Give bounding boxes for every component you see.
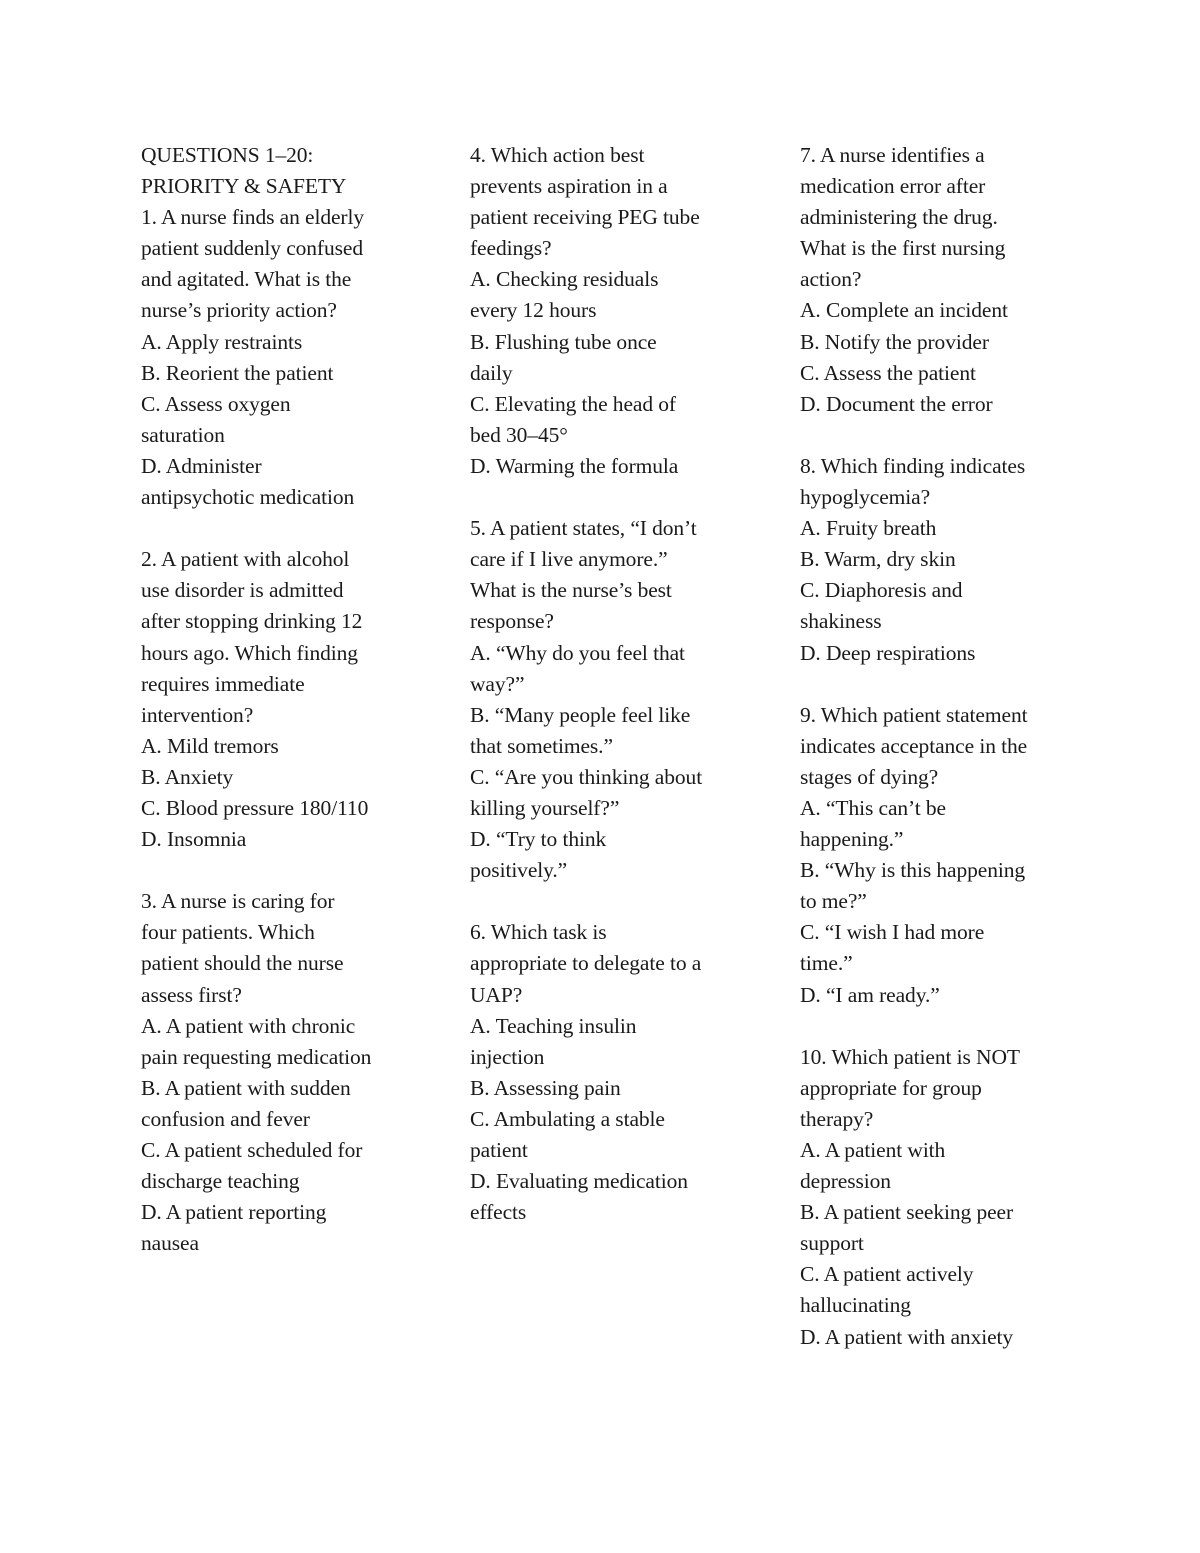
question-2: [141, 544, 461, 855]
question-stem: [470, 140, 790, 264]
stem-line: action?: [800, 267, 862, 292]
stem-line: patient receiving PEG tube: [470, 205, 700, 230]
column-3: [800, 140, 1130, 1353]
option-line: killing yourself?”: [470, 795, 620, 820]
answer-option-d: [470, 1166, 790, 1228]
option-line: patient: [470, 1138, 528, 1162]
option-line: D. Evaluating medication: [470, 1169, 688, 1194]
question-stem: [470, 513, 790, 637]
answer-option-a: [800, 1135, 1130, 1197]
option-line: C. “Are you thinking about: [470, 764, 703, 789]
option-line: A. A patient with: [800, 1138, 946, 1162]
option-line: injection: [470, 1044, 545, 1069]
answer-option-d: [470, 451, 790, 482]
stem-line: 9. Which patient statement: [800, 702, 1028, 727]
blank-line: [800, 669, 1130, 700]
stem-line: assess first?: [141, 982, 242, 1007]
answer-option-a: [470, 638, 790, 700]
answer-option-d: [141, 1197, 461, 1259]
stem-line: four patients. Which: [141, 920, 315, 945]
answer-option-c: [141, 793, 461, 824]
question-8: [800, 451, 1130, 669]
option-line: B. “Many people feel like: [470, 702, 691, 727]
option-line: that sometimes.”: [470, 733, 613, 758]
answer-option-c: [800, 1259, 1130, 1321]
option-line: B. Reorient the patient: [141, 360, 334, 385]
answer-option-d: [141, 824, 461, 855]
answer-option-b: [800, 327, 1130, 358]
option-line: C. Elevating the head of: [470, 391, 676, 416]
answer-option-b: [800, 1197, 1130, 1259]
question-stem: [470, 917, 790, 1010]
stem-line: after stopping drinking 12: [141, 609, 363, 634]
answer-option-a: [141, 327, 461, 358]
stem-line: intervention?: [141, 702, 254, 727]
option-line: C. “I wish I had more: [800, 920, 985, 945]
question-stem: [141, 202, 461, 326]
stem-line: 5. A patient states, “I don’t: [470, 516, 697, 541]
stem-line: indicates acceptance in the: [800, 733, 1028, 758]
answer-option-d: [800, 1322, 1130, 1353]
option-line: A. A patient with chronic: [141, 1013, 356, 1038]
option-line: depression: [800, 1169, 891, 1194]
answer-option-d: [470, 824, 790, 886]
option-line: D. Administer: [141, 453, 262, 478]
heading-line: QUESTIONS 1–20:: [141, 143, 314, 167]
answer-option-a: [470, 264, 790, 326]
option-line: D. “Try to think: [470, 827, 607, 852]
option-line: to me?”: [800, 889, 867, 914]
option-line: D. A patient reporting: [141, 1200, 327, 1225]
stem-line: 1. A nurse finds an elderly: [141, 205, 365, 230]
option-line: hallucinating: [800, 1293, 911, 1318]
column-1: [141, 140, 461, 1259]
question-stem: [800, 140, 1130, 295]
blank-line: [470, 886, 790, 917]
answer-option-a: [141, 731, 461, 762]
option-line: B. Notify the provider: [800, 329, 989, 354]
section-heading: [141, 140, 461, 202]
answer-option-a: [141, 1011, 461, 1073]
stem-line: 6. Which task is: [470, 920, 607, 945]
column-2: [470, 140, 790, 1228]
question-stem: [141, 886, 461, 1010]
blank-line: [800, 420, 1130, 451]
option-line: D. A patient with anxiety: [800, 1324, 1014, 1349]
stem-line: stages of dying?: [800, 764, 939, 789]
answer-option-d: [800, 638, 1130, 669]
option-line: A. Checking residuals: [470, 267, 659, 292]
option-line: saturation: [141, 422, 225, 447]
option-line: A. Mild tremors: [141, 733, 279, 758]
option-line: A. “This can’t be: [800, 795, 946, 820]
stem-line: appropriate for group: [800, 1075, 982, 1100]
heading-line: PRIORITY & SAFETY: [141, 174, 347, 199]
answer-option-c: [470, 762, 790, 824]
stem-line: 8. Which finding indicates: [800, 453, 1026, 478]
answer-option-c: [141, 1135, 461, 1197]
option-line: C. A patient scheduled for: [141, 1138, 363, 1162]
option-line: D. Deep respirations: [800, 640, 976, 665]
option-line: way?”: [470, 671, 525, 696]
option-line: B. Warm, dry skin: [800, 547, 956, 572]
answer-option-d: [800, 980, 1130, 1011]
answer-option-c: [141, 389, 461, 451]
option-line: C. Ambulating a stable: [470, 1106, 665, 1131]
answer-option-c: [800, 358, 1130, 389]
option-line: discharge teaching: [141, 1169, 300, 1194]
option-line: daily: [470, 360, 513, 385]
option-line: shakiness: [800, 609, 882, 634]
stem-line: administering the drug.: [800, 205, 998, 230]
option-line: A. Complete an incident: [800, 298, 1008, 323]
option-line: B. A patient seeking peer: [800, 1200, 1014, 1225]
option-line: A. Teaching insulin: [470, 1013, 637, 1038]
option-line: C. Assess the patient: [800, 360, 976, 385]
option-line: effects: [470, 1200, 527, 1225]
option-line: happening.”: [800, 827, 904, 852]
question-4: [470, 140, 790, 482]
stem-line: UAP?: [470, 982, 523, 1007]
option-line: C. Assess oxygen: [141, 391, 291, 416]
stem-line: 3. A nurse is caring for: [141, 889, 335, 914]
option-line: D. “I am ready.”: [800, 982, 940, 1007]
option-line: A. “Why do you feel that: [470, 640, 685, 665]
question-5: [470, 513, 790, 886]
blank-line: [141, 513, 461, 544]
answer-option-d: [141, 451, 461, 513]
stem-line: and agitated. What is the: [141, 267, 352, 292]
answer-option-c: [800, 917, 1130, 979]
option-line: confusion and fever: [141, 1106, 310, 1131]
stem-line: What is the nurse’s best: [470, 578, 672, 603]
answer-option-b: [141, 1073, 461, 1135]
answer-option-b: [141, 358, 461, 389]
answer-option-a: [800, 793, 1130, 855]
blank-line: [800, 1011, 1130, 1042]
option-line: D. Insomnia: [141, 827, 247, 852]
answer-option-a: [800, 295, 1130, 326]
stem-line: 4. Which action best: [470, 143, 645, 167]
question-10: [800, 1042, 1130, 1353]
stem-line: 7. A nurse identifies a: [800, 143, 985, 167]
answer-option-b: [470, 327, 790, 389]
option-line: support: [800, 1231, 864, 1256]
stem-line: prevents aspiration in a: [470, 174, 668, 199]
option-line: positively.”: [470, 858, 568, 883]
question-3: [141, 886, 461, 1259]
option-line: D. Warming the formula: [470, 453, 679, 478]
answer-option-c: [470, 389, 790, 451]
option-line: C. Diaphoresis and: [800, 578, 963, 603]
stem-line: 10. Which patient is NOT: [800, 1044, 1020, 1069]
stem-line: use disorder is admitted: [141, 578, 344, 603]
question-1: [141, 202, 461, 513]
answer-option-c: [800, 575, 1130, 637]
option-line: A. Apply restraints: [141, 329, 303, 354]
stem-line: patient suddenly confused: [141, 236, 364, 261]
option-line: bed 30–45°: [470, 422, 568, 447]
stem-line: feedings?: [470, 236, 552, 261]
option-line: A. Fruity breath: [800, 516, 937, 541]
answer-option-a: [470, 1011, 790, 1073]
stem-line: requires immediate: [141, 671, 305, 696]
option-line: every 12 hours: [470, 298, 597, 323]
option-line: time.”: [800, 951, 853, 976]
option-line: B. Flushing tube once: [470, 329, 657, 354]
stem-line: response?: [470, 609, 554, 634]
option-line: nausea: [141, 1231, 199, 1256]
answer-option-d: [800, 389, 1130, 420]
option-line: pain requesting medication: [141, 1044, 372, 1069]
answer-option-a: [800, 513, 1130, 544]
blank-line: [470, 482, 790, 513]
stem-line: patient should the nurse: [141, 951, 344, 976]
option-line: B. Assessing pain: [470, 1075, 621, 1100]
question-stem: [141, 544, 461, 731]
question-stem: [800, 1042, 1130, 1135]
option-line: antipsychotic medication: [141, 485, 355, 510]
answer-option-b: [800, 855, 1130, 917]
option-line: B. Anxiety: [141, 764, 234, 789]
question-stem: [800, 700, 1130, 793]
stem-line: hypoglycemia?: [800, 485, 931, 510]
stem-line: care if I live anymore.”: [470, 547, 668, 572]
question-stem: [800, 451, 1130, 513]
question-7: [800, 140, 1130, 420]
stem-line: nurse’s priority action?: [141, 298, 337, 323]
stem-line: What is the first nursing: [800, 236, 1006, 261]
answer-option-b: [141, 762, 461, 793]
option-line: C. Blood pressure 180/110: [141, 795, 369, 820]
option-line: B. A patient with sudden: [141, 1075, 351, 1100]
stem-line: hours ago. Which finding: [141, 640, 358, 665]
answer-option-b: [470, 700, 790, 762]
blank-line: [141, 855, 461, 886]
stem-line: therapy?: [800, 1106, 874, 1131]
question-9: [800, 700, 1130, 1011]
answer-option-b: [800, 544, 1130, 575]
stem-line: medication error after: [800, 174, 986, 199]
answer-option-b: [470, 1073, 790, 1104]
option-line: B. “Why is this happening: [800, 858, 1026, 883]
answer-option-c: [470, 1104, 790, 1166]
option-line: C. A patient actively: [800, 1262, 974, 1287]
option-line: D. Document the error: [800, 391, 993, 416]
stem-line: appropriate to delegate to a: [470, 951, 702, 976]
question-6: [470, 917, 790, 1228]
stem-line: 2. A patient with alcohol: [141, 547, 350, 572]
